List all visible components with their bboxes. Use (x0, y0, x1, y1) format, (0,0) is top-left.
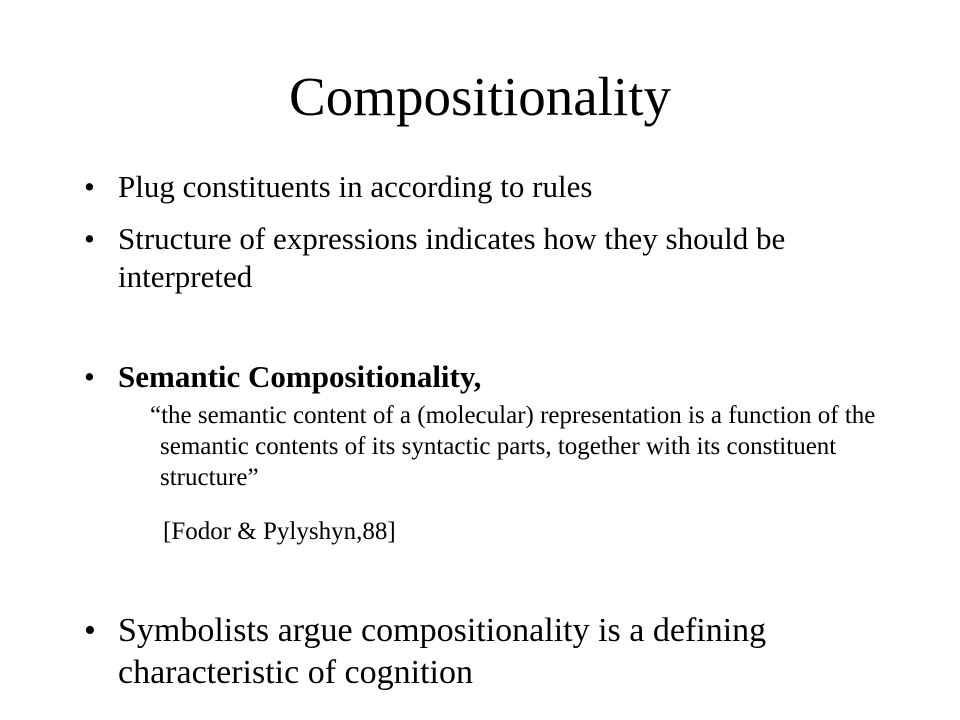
citation: [Fodor & Pylyshyn,88] (163, 518, 396, 545)
bullet-marker: • (84, 359, 95, 394)
bullet-item (84, 220, 858, 296)
bullet-item (84, 168, 858, 206)
bullet-text: Structure of expressions indicates how they should be interpreted (118, 221, 786, 294)
bullet-marker: • (84, 169, 95, 204)
bullet-text-heading: Semantic Compositionality, (118, 359, 482, 394)
bullet-item (84, 610, 878, 694)
bullet-marker: • (84, 221, 95, 256)
definition-quote: “the semantic content of a (molecular) representation is a function of the semantic contents of its syntactic parts, together with its constituent structure” (150, 402, 876, 491)
bullet-item (84, 358, 858, 396)
slide-title: Compositionality (289, 66, 671, 127)
bullet-text: Plug constituents in according to rules (118, 169, 593, 204)
bullet-text: Symbolists argue compositionality is a defining characteristic of cognition (118, 612, 767, 691)
bullet-marker: • (84, 612, 96, 649)
